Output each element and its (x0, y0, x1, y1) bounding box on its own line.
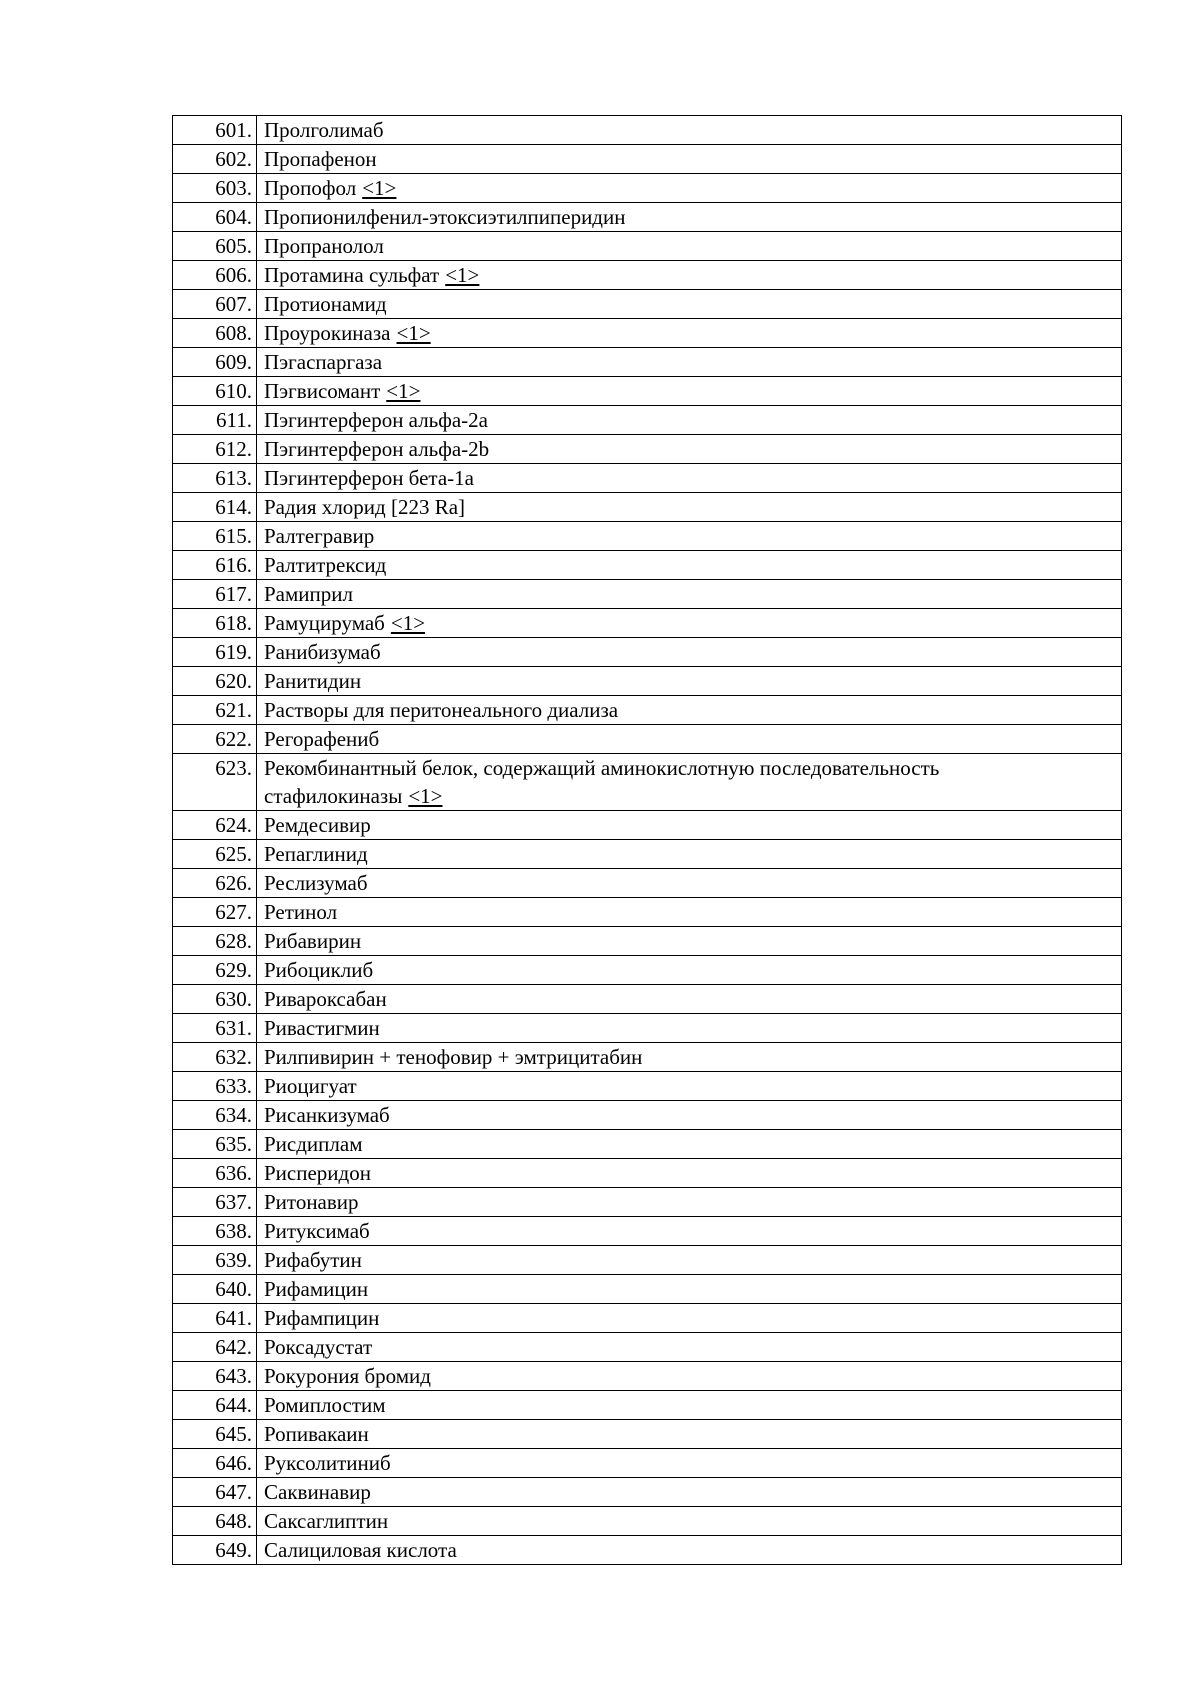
row-number: 639. (173, 1246, 257, 1275)
row-number: 618. (173, 609, 257, 638)
drug-name: Руксолитиниб (264, 1451, 391, 1475)
drug-name-cell (257, 1246, 1122, 1275)
table-row (173, 898, 1122, 927)
table-row (173, 869, 1122, 898)
drug-name: Ралтегравир (264, 524, 375, 548)
drug-name-cell (257, 1043, 1122, 1072)
drug-name-cell (257, 145, 1122, 174)
drug-name-cell (257, 754, 1122, 811)
drug-name: Репаглинид (264, 842, 368, 866)
drug-name: Регорафениб (264, 727, 380, 751)
row-number: 625. (173, 840, 257, 869)
drug-name: Пэгаспаргаза (264, 350, 383, 374)
drug-name-cell (257, 1449, 1122, 1478)
row-number: 604. (173, 203, 257, 232)
table-row (173, 696, 1122, 725)
drug-name: Рамиприл (264, 582, 353, 606)
row-number: 629. (173, 956, 257, 985)
row-number: 641. (173, 1304, 257, 1333)
drug-name-cell (257, 1217, 1122, 1246)
row-number: 628. (173, 927, 257, 956)
drug-name-cell (257, 1014, 1122, 1043)
row-number: 601. (173, 116, 257, 145)
row-number: 613. (173, 464, 257, 493)
row-number: 646. (173, 1449, 257, 1478)
row-number: 634. (173, 1101, 257, 1130)
drug-name-cell (257, 1420, 1122, 1449)
table-row (173, 464, 1122, 493)
drug-name: Проурокиназа (264, 321, 391, 345)
drug-name: Саксаглиптин (264, 1509, 389, 1533)
drug-name: Ранибизумаб (264, 640, 381, 664)
table-row (173, 956, 1122, 985)
table-row (173, 348, 1122, 377)
row-number: 648. (173, 1507, 257, 1536)
table-row (173, 1333, 1122, 1362)
drug-name: Ромиплостим (264, 1393, 386, 1417)
table-row (173, 261, 1122, 290)
table-row (173, 754, 1122, 811)
table-row (173, 203, 1122, 232)
drug-name: Протамина сульфат (264, 263, 440, 287)
drug-name: Ривароксабан (264, 987, 387, 1011)
table-row (173, 1391, 1122, 1420)
drug-name: Пролголимаб (264, 118, 384, 142)
drug-name-cell (257, 1333, 1122, 1362)
drug-name: Рилпивирин + тенофовир + эмтрицитабин (264, 1045, 643, 1069)
row-number: 647. (173, 1478, 257, 1507)
row-number: 606. (173, 261, 257, 290)
drug-name: Рисанкизумаб (264, 1103, 390, 1127)
row-number: 614. (173, 493, 257, 522)
drug-name: Салициловая кислота (264, 1538, 457, 1562)
drug-name-cell (257, 464, 1122, 493)
footnote-link[interactable]: <1> (445, 263, 480, 287)
drug-name: Роксадустат (264, 1335, 373, 1359)
row-number: 616. (173, 551, 257, 580)
drug-name-cell (257, 696, 1122, 725)
row-number: 605. (173, 232, 257, 261)
drug-name-cell (257, 116, 1122, 145)
row-number: 637. (173, 1188, 257, 1217)
drug-name: Реслизумаб (264, 871, 368, 895)
drug-name: Пэгинтерферон альфа-2a (264, 408, 488, 432)
table-row (173, 667, 1122, 696)
drug-name-cell (257, 609, 1122, 638)
drug-name: Рисперидон (264, 1161, 371, 1185)
table-row (173, 927, 1122, 956)
drug-name-cell (257, 203, 1122, 232)
table-row (173, 1101, 1122, 1130)
row-number: 612. (173, 435, 257, 464)
table-row (173, 1507, 1122, 1536)
table-row (173, 840, 1122, 869)
table-row (173, 725, 1122, 754)
row-number: 645. (173, 1420, 257, 1449)
row-number: 608. (173, 319, 257, 348)
row-number: 649. (173, 1536, 257, 1565)
drug-name-cell (257, 1101, 1122, 1130)
drug-name: Рисдиплам (264, 1132, 363, 1156)
drug-name-cell (257, 348, 1122, 377)
drug-name-cell (257, 1507, 1122, 1536)
drug-name-cell (257, 1275, 1122, 1304)
drug-name-cell (257, 725, 1122, 754)
drug-name-cell (257, 174, 1122, 203)
drug-name-cell (257, 1188, 1122, 1217)
drug-name: Рифампицин (264, 1306, 380, 1330)
drug-name-cell (257, 1478, 1122, 1507)
table-row (173, 1188, 1122, 1217)
row-number: 607. (173, 290, 257, 319)
drug-name: Ривастигмин (264, 1016, 380, 1040)
drug-name: Риоцигуат (264, 1074, 357, 1098)
drug-name-cell (257, 580, 1122, 609)
row-number: 631. (173, 1014, 257, 1043)
drug-name: Ритуксимаб (264, 1219, 370, 1243)
row-number: 642. (173, 1333, 257, 1362)
drug-name: Рокурония бромид (264, 1364, 431, 1388)
drug-name-cell (257, 811, 1122, 840)
row-number: 638. (173, 1217, 257, 1246)
drug-name-cell (257, 493, 1122, 522)
table-row (173, 609, 1122, 638)
row-number: 624. (173, 811, 257, 840)
drug-name: Рибоциклиб (264, 958, 374, 982)
drug-name: Рамуцирумаб (264, 611, 385, 635)
table-row (173, 1304, 1122, 1333)
drug-name: Пэгинтерферон бета-1a (264, 466, 474, 490)
drug-name: Пэгинтерферон альфа-2b (264, 437, 490, 461)
row-number: 622. (173, 725, 257, 754)
table-row (173, 174, 1122, 203)
drug-name: Ралтитрексид (264, 553, 387, 577)
drug-name-cell (257, 1536, 1122, 1565)
drug-name-cell (257, 927, 1122, 956)
drug-name: Рифабутин (264, 1248, 362, 1272)
footnote-link[interactable]: <1> (408, 784, 443, 808)
drug-name: Ритонавир (264, 1190, 359, 1214)
drug-name-cell (257, 232, 1122, 261)
footnote-link[interactable]: <1> (386, 379, 421, 403)
row-number: 603. (173, 174, 257, 203)
drug-name-cell (257, 1159, 1122, 1188)
table-row (173, 1130, 1122, 1159)
row-number: 617. (173, 580, 257, 609)
footnote-link[interactable]: <1> (396, 321, 431, 345)
row-number: 615. (173, 522, 257, 551)
drug-name-cell (257, 985, 1122, 1014)
drug-name-cell (257, 290, 1122, 319)
drug-name-cell (257, 667, 1122, 696)
drug-name-cell (257, 1304, 1122, 1333)
table-row (173, 232, 1122, 261)
drug-name-cell (257, 1362, 1122, 1391)
drug-name-cell (257, 898, 1122, 927)
drug-name: Пропофол (264, 176, 357, 200)
row-number: 609. (173, 348, 257, 377)
drug-name: Пропафенон (264, 147, 377, 171)
row-number: 632. (173, 1043, 257, 1072)
drug-name: Рекомбинантный белок, содержащий аминокислотную последовательность стафилокиназы (264, 756, 940, 808)
table-row (173, 811, 1122, 840)
row-number: 640. (173, 1275, 257, 1304)
table-row (173, 1217, 1122, 1246)
drug-name: Пэгвисомант (264, 379, 381, 403)
drug-list-body (173, 116, 1122, 1565)
table-row (173, 319, 1122, 348)
row-number: 636. (173, 1159, 257, 1188)
drug-name-cell (257, 522, 1122, 551)
row-number: 635. (173, 1130, 257, 1159)
table-row (173, 1362, 1122, 1391)
table-row (173, 1478, 1122, 1507)
drug-name-cell (257, 435, 1122, 464)
table-row (173, 580, 1122, 609)
row-number: 626. (173, 869, 257, 898)
row-number: 611. (173, 406, 257, 435)
drug-name: Пропионилфенил-этоксиэтилпиперидин (264, 205, 626, 229)
row-number: 644. (173, 1391, 257, 1420)
drug-name: Ропивакаин (264, 1422, 369, 1446)
table-row (173, 1275, 1122, 1304)
row-number: 621. (173, 696, 257, 725)
table-row (173, 638, 1122, 667)
drug-name-cell (257, 1072, 1122, 1101)
drug-name: Ретинол (264, 900, 338, 924)
row-number: 619. (173, 638, 257, 667)
table-row (173, 1014, 1122, 1043)
table-row (173, 1420, 1122, 1449)
drug-name: Ранитидин (264, 669, 362, 693)
drug-name-cell (257, 551, 1122, 580)
table-row (173, 1536, 1122, 1565)
table-row (173, 1072, 1122, 1101)
table-row (173, 1159, 1122, 1188)
drug-name-cell (257, 638, 1122, 667)
table-row (173, 435, 1122, 464)
table-row (173, 522, 1122, 551)
drug-name-cell (257, 869, 1122, 898)
table-row (173, 1246, 1122, 1275)
row-number: 627. (173, 898, 257, 927)
drug-name-cell (257, 1130, 1122, 1159)
drug-name: Пропранолол (264, 234, 384, 258)
drug-name-cell (257, 261, 1122, 290)
table-row (173, 145, 1122, 174)
table-row (173, 406, 1122, 435)
row-number: 633. (173, 1072, 257, 1101)
drug-name-cell (257, 956, 1122, 985)
footnote-link[interactable]: <1> (390, 611, 426, 635)
drug-name: Радия хлорид [223 Ra] (264, 495, 466, 519)
row-number: 623. (173, 754, 257, 811)
table-row (173, 377, 1122, 406)
table-row (173, 1449, 1122, 1478)
drug-name-cell (257, 1391, 1122, 1420)
drug-list-table (172, 115, 1122, 1565)
row-number: 643. (173, 1362, 257, 1391)
drug-name: Растворы для перитонеального диализа (264, 698, 619, 722)
table-row (173, 493, 1122, 522)
drug-name-cell (257, 319, 1122, 348)
drug-name-cell (257, 377, 1122, 406)
row-number: 610. (173, 377, 257, 406)
row-number: 602. (173, 145, 257, 174)
drug-name: Рифамицин (264, 1277, 369, 1301)
table-row (173, 985, 1122, 1014)
drug-name: Саквинавир (264, 1480, 371, 1504)
drug-name: Рибавирин (264, 929, 362, 953)
footnote-link[interactable]: <1> (362, 176, 397, 200)
table-row (173, 551, 1122, 580)
table-row (173, 116, 1122, 145)
row-number: 630. (173, 985, 257, 1014)
drug-name: Ремдесивир (264, 813, 371, 837)
drug-name: Протионамид (264, 292, 387, 316)
table-row (173, 290, 1122, 319)
table-row (173, 1043, 1122, 1072)
drug-name-cell (257, 406, 1122, 435)
drug-name-cell (257, 840, 1122, 869)
row-number: 620. (173, 667, 257, 696)
